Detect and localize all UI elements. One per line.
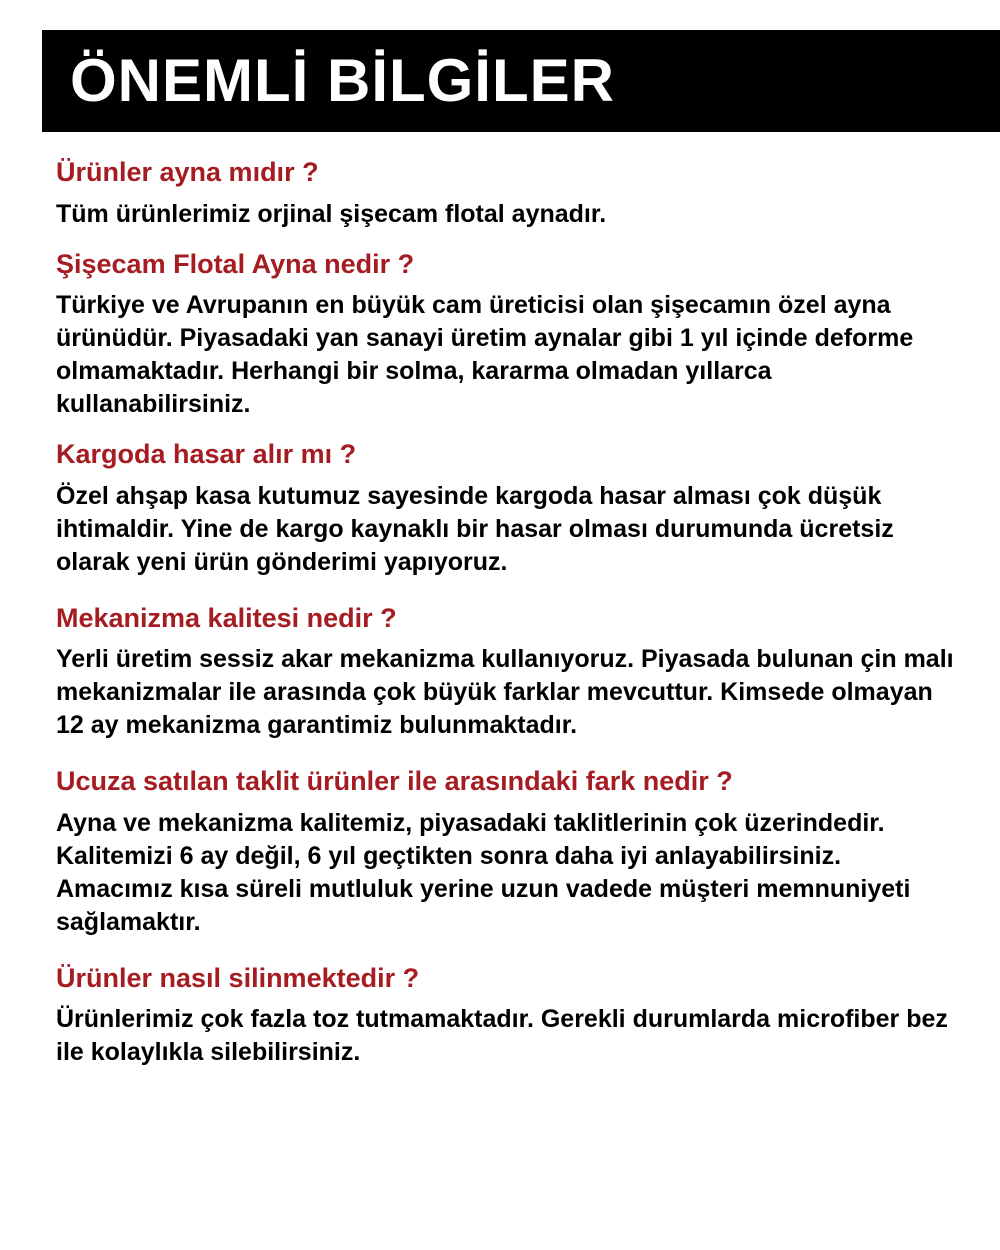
faq-item [56, 961, 956, 1070]
faq-item [56, 155, 956, 231]
faq-answer: Türkiye ve Avrupanın en büyük cam üreticisi olan şişecamın özel ayna ürünüdür. Piyasadaki yan sanayi üretim aynalar gibi 1 yıl içinde deforme olmamaktadır. Herhangi bir solma, kararma olmadan yıllarca kullanabilirsiniz. [56, 291, 914, 419]
page-title: ÖNEMLİ BİLGİLER [70, 47, 615, 114]
faq-answer: Yerli üretim sessiz akar mekanizma kullanıyoruz. Piyasada bulunan çin malı mekanizmalar ile arasında çok büyük farklar mevcuttur. Kimsede olmayan 12 ay mekanizma garantimiz bulunmaktadır. [56, 645, 954, 740]
faq-answer: Ürünlerimiz çok fazla toz tutmamaktadır. Gerekli durumlarda microfiber bez ile kolaylıkla silebilirsiniz. [56, 1005, 948, 1067]
faq-question: Kargoda hasar alır mı ? [56, 439, 357, 470]
faq-answer: Tüm ürünlerimiz orjinal şişecam flotal aynadır. [56, 199, 607, 228]
faq-item [56, 247, 956, 422]
faq-answer: Özel ahşap kasa kutumuz sayesinde kargoda hasar alması çok düşük ihtimaldir. Yine de kargo kaynaklı bir hasar olması durumunda ücretsiz olarak yeni ürün gönderimi yapıyoruz. [56, 481, 894, 576]
faq-question: Ürünler ayna mıdır ? [56, 157, 319, 187]
faq-question: Mekanizma kalitesi nedir ? [56, 602, 397, 633]
faq-item [56, 764, 956, 939]
page-header-bar [42, 30, 1000, 132]
faq-question: Şişecam Flotal Ayna nedir ? [56, 248, 415, 279]
faq-question: Ucuza satılan taklit ürünler ile arasındaki fark nedir ? [56, 766, 733, 797]
faq-list [56, 155, 956, 1085]
faq-question: Ürünler nasıl silinmektedir ? [56, 962, 420, 993]
faq-item [56, 601, 956, 743]
faq-item [56, 437, 956, 579]
faq-answer: Ayna ve mekanizma kalitemiz, piyasadaki taklitlerinin çok üzerindedir. Kalitemizi 6 ay değil, 6 yıl geçtikten sonra daha iyi anlayabilirsiniz. Amacımız kısa süreli mutluluk yerine uzun vadede müşteri memnuniyeti sağlamaktır. [56, 808, 911, 936]
